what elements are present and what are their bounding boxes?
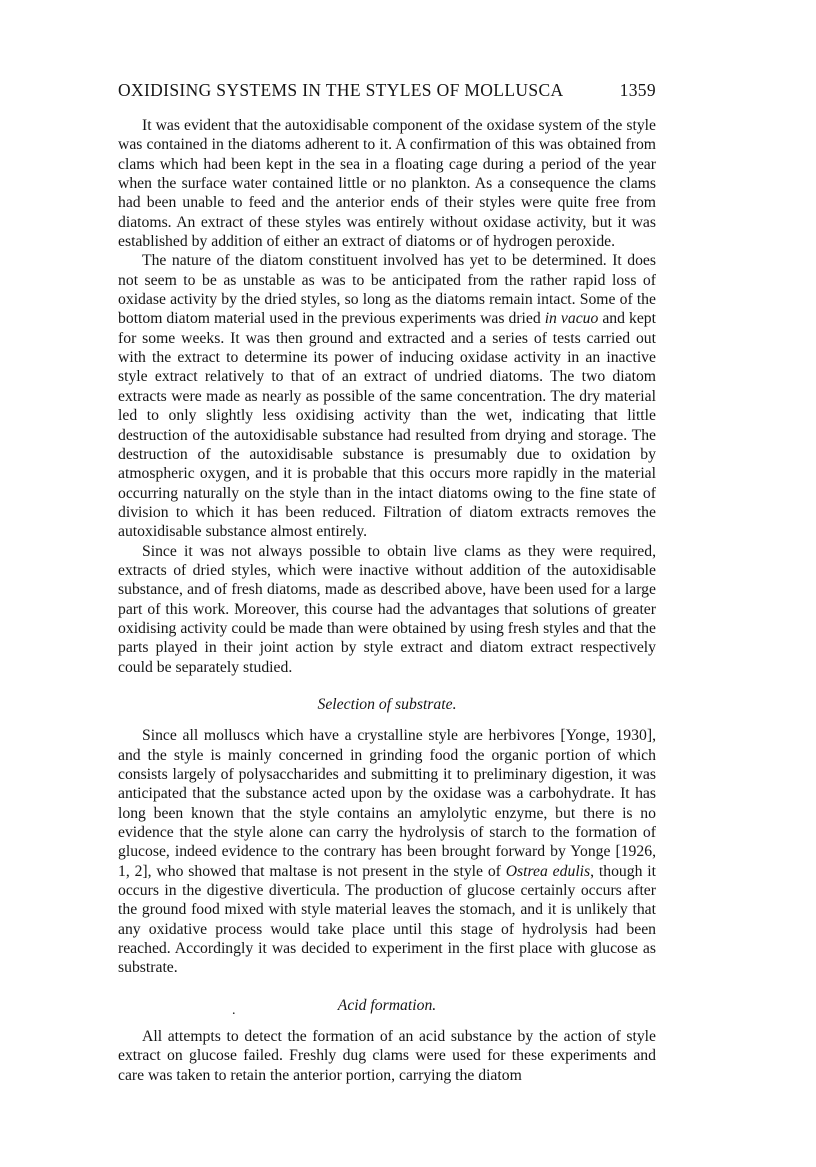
- paragraph-dried-styles: Since it was not always possible to obtain live clams as they were required, extracts of dried styles, which were inactive without addition of the autoxidisable substance, and of fresh diatoms, made as described above, have been used for a large part of this work. Moreover, this course had the advantages that solutions of greater oxidising activity could be made than were obtained by using fresh styles and that the parts played in their joint action by style extract and diatom extract respectively could be separately studied.: [118, 542, 656, 676]
- article-body: [118, 116, 656, 1085]
- running-title: OXIDISING SYSTEMS IN THE STYLES OF MOLLUSCA: [118, 80, 564, 100]
- paragraph-acid-formation: All attempts to detect the formation of an acid substance by the action of style extract on glucose failed. Freshly dug clams were used for these experiments and care was taken to retain the anterior portion, carrying the diatom: [118, 1028, 656, 1084]
- paragraph-autoxidisable-component: It was evident that the autoxidisable component of the oxidase system of the style was contained in the diatoms adherent to it. A confirmation of this was obtained from clams which had been kept in the sea in a floating cage during a period of the year when the surface water contained little or no plankton. As a consequence the clams had been unable to feed and the anterior ends of their styles were quite free from diatoms. An extract of these styles was entirely without oxidase activity, but it was established by addition of either an extract of diatoms or of hydrogen peroxide.: [118, 117, 656, 251]
- stray-mark: .: [232, 1002, 236, 1018]
- paragraph-text: Since all molluscs which have a crystalline style are herbivores [Yonge, 1930], and the style is mainly concerned in grinding food the organic portion of which consists largely of polysaccharides and submitting it to preliminary digestion, it was anticipated that the substance acted upon by the oxidase was a carbohydrate. It has long been known that the style contains an amylolytic enzyme, but there is no evidence that the style alone can carry the hydrolysis of starch to the formation of glucose, indeed evidence to the contrary has been brought forward by Yonge [1926, 1, 2], who showed that maltase is not present in the style of: [118, 727, 656, 880]
- paragraph-text: The nature of the diatom constituent involved has yet to be determined. It does not seem to be as unstable as was to be anticipated from the rather rapid loss of oxidase activity by the dried styles, so long as the diatoms remain intact. Some of the bottom diatom material used in the previous experiments was dried: [118, 252, 656, 328]
- section-heading-acid-formation: [118, 978, 656, 1027]
- paragraph-text: , though it occurs in the digestive diverticula. The production of glucose certainly occurs after the ground food mixed with style material leaves the stomach, and it is unlikely that any oxidative process would take place until this stage of hydrolysis had been reached. Accordingly it was decided to experiment in the first place with glucose as substrate.: [118, 862, 657, 977]
- page-number: 1359: [619, 80, 656, 100]
- paragraph-text: and kept for some weeks. It was then ground and extracted and a series of tests carried out with the extract to determine its power of inducing oxidase activity in an inactive style extract relatively to that of an extract of undried diatoms. The two diatom extracts were made as nearly as possible of the same concentration. The dry material led to only slightly less oxidising activity than the wet, indicating that little destruction of the autoxidisable substance had resulted from drying and storage. The destruction of the autoxidisable substance is presumably due to oxidation by atmospheric oxygen, and it is probable that this occurs more rapidly in the material occurring naturally on the style than in the intact diatoms owing to the fine state of division to which it has been reduced. Filtration of diatom extracts removes the autoxidisable substance almost entirely.: [118, 310, 656, 541]
- paragraph-diatom-constituent: [118, 251, 656, 541]
- paragraph-selection-of-substrate: [118, 726, 656, 977]
- section-heading-selection-of-substrate: Selection of substrate.: [317, 695, 457, 713]
- section-heading-text: Acid formation.: [337, 996, 437, 1014]
- italic-species-name: Ostrea edulis: [505, 862, 591, 880]
- italic-term: in vacuo: [544, 310, 599, 328]
